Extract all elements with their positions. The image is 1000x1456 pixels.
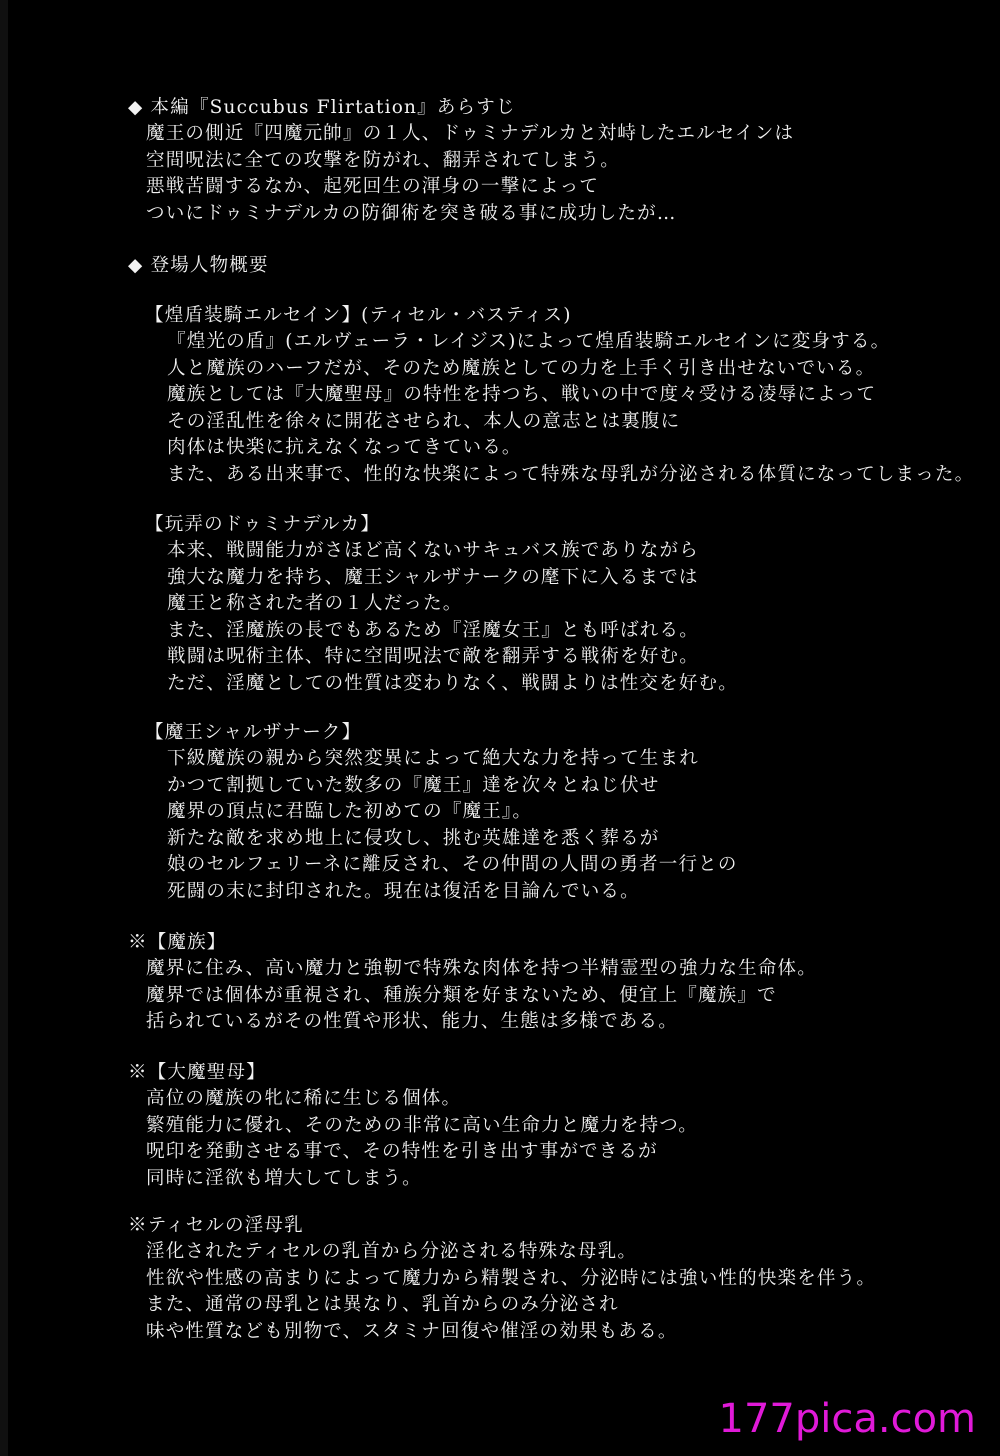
section-heading: ◆ 本編『Succubus Flirtation』あらすじ bbox=[128, 97, 516, 118]
text-line: 人と魔族のハーフだが、そのため魔族としての力を上手く引き出せないでいる。 bbox=[167, 357, 876, 379]
character-heading: 【魔王シャルザナーク】 bbox=[145, 722, 362, 743]
text-line: 繁殖能力に優れ、そのための非常に高い生命力と魔力を持つ。 bbox=[146, 1114, 698, 1136]
text-line: 戦闘は呪術主体、特に空間呪法で敵を翻弄する戦術を好む。 bbox=[167, 646, 699, 667]
text-line: 新たな敵を求め地上に侵攻し、挑む英雄達を悉く葬るが bbox=[167, 827, 660, 849]
note-tisel-milk bbox=[128, 1213, 876, 1345]
text-line: 死闘の末に封印された。現在は復活を目論んでいる。 bbox=[167, 880, 640, 902]
text-line: 魔王と称された者の１人だった。 bbox=[167, 593, 463, 614]
note-heading: ※【魔族】 bbox=[128, 932, 227, 953]
character-sharzanark bbox=[145, 720, 738, 905]
text-line: 空間呪法に全ての攻撃を防がれ、翻弄されてしまう。 bbox=[146, 149, 620, 171]
text-line: 魔族としては『大魔聖母』の特性を持つち、戦いの中で度々受ける凌辱によって bbox=[167, 384, 877, 405]
text-line: 肉体は快楽に抗えなくなってきている。 bbox=[167, 437, 522, 458]
text-line: 魔界の頂点に君臨した初めての『魔王』。 bbox=[167, 801, 533, 822]
text-line: 魔界に住み、高い魔力と強靭で特殊な肉体を持つ半精霊型の強力な生命体。 bbox=[146, 958, 817, 979]
character-elsein bbox=[145, 303, 974, 488]
text-line: ただ、淫魔としての性質は変わりなく、戦闘よりは性交を好む。 bbox=[167, 672, 738, 694]
note-heading: ※【大魔聖母】 bbox=[128, 1062, 266, 1083]
text-line: 魔界では個体が重視され、種族分類を好まないため、便宜上『魔族』で bbox=[146, 984, 777, 1006]
text-line: 高位の魔族の牝に稀に生じる個体。 bbox=[146, 1088, 462, 1109]
text-line: ついにドゥミナデルカの防御術を突き破る事に成功したが… bbox=[146, 202, 677, 224]
text-line: 魔王の側近『四魔元帥』の１人、ドゥミナデルカと対峙したエルセインは bbox=[146, 123, 795, 144]
section-characters bbox=[128, 253, 269, 279]
character-heading: 【煌盾装騎エルセイン】(ティセル・バスティス) bbox=[145, 305, 572, 326]
note-heading: ※ティセルの淫母乳 bbox=[128, 1215, 304, 1236]
text-line: 『煌光の盾』(エルヴェーラ・レイジス)によって煌盾装騎エルセインに変身する。 bbox=[167, 331, 891, 352]
note-daimaseibo bbox=[128, 1060, 698, 1192]
text-line: 下級魔族の親から突然変異によって絶大な力を持って生まれ bbox=[167, 748, 699, 769]
watermark: 177pica.com bbox=[718, 1396, 976, 1442]
character-heading: 【玩弄のドゥミナデルカ】 bbox=[145, 514, 381, 535]
text-line: また、通常の母乳とは異なり、乳首からのみ分泌され bbox=[146, 1294, 619, 1315]
note-mazoku bbox=[128, 930, 817, 1036]
section-synopsis bbox=[128, 95, 794, 227]
character-duminadelka bbox=[145, 512, 738, 697]
text-line: 淫化されたティセルの乳首から分泌される特殊な母乳。 bbox=[146, 1241, 638, 1262]
text-line: 味や性質なども別物で、スタミナ回復や催淫の効果もある。 bbox=[146, 1320, 678, 1342]
text-line: 悪戦苦闘するなか、起死回生の渾身の一撃によって bbox=[146, 176, 600, 197]
text-line: 呪印を発動させる事で、その特性を引き出す事ができるが bbox=[146, 1141, 658, 1162]
text-line: 本来、戦闘能力がさほど高くないサキュバス族でありながら bbox=[167, 540, 699, 561]
page-edge-shadow bbox=[0, 0, 8, 1456]
text-line: 強大な魔力を持ち、魔王シャルザナークの麾下に入るまでは bbox=[167, 566, 699, 588]
text-line: 同時に淫欲も増大してしまう。 bbox=[146, 1167, 422, 1189]
text-line: 括られているがその性質や形状、能力、生態は多様である。 bbox=[146, 1011, 678, 1032]
text-line: その淫乱性を徐々に開花させられ、本人の意志とは裏腹に bbox=[167, 410, 681, 432]
text-line: 性欲や性感の高まりによって魔力から精製され、分泌時には強い性的快楽を伴う。 bbox=[146, 1267, 877, 1289]
text-line: また、ある出来事で、性的な快楽によって特殊な母乳が分泌される体質になってしまった。 bbox=[167, 463, 975, 485]
section-heading: ◆ 登場人物概要 bbox=[128, 255, 269, 276]
text-line: 娘のセルフェリーネに離反され、その仲間の人間の勇者一行との bbox=[167, 854, 738, 875]
text-line: また、淫魔族の長でもあるため『淫魔女王』とも呼ばれる。 bbox=[167, 619, 699, 641]
text-line: かつて割拠していた数多の『魔王』達を次々とねじ伏せ bbox=[167, 774, 660, 796]
